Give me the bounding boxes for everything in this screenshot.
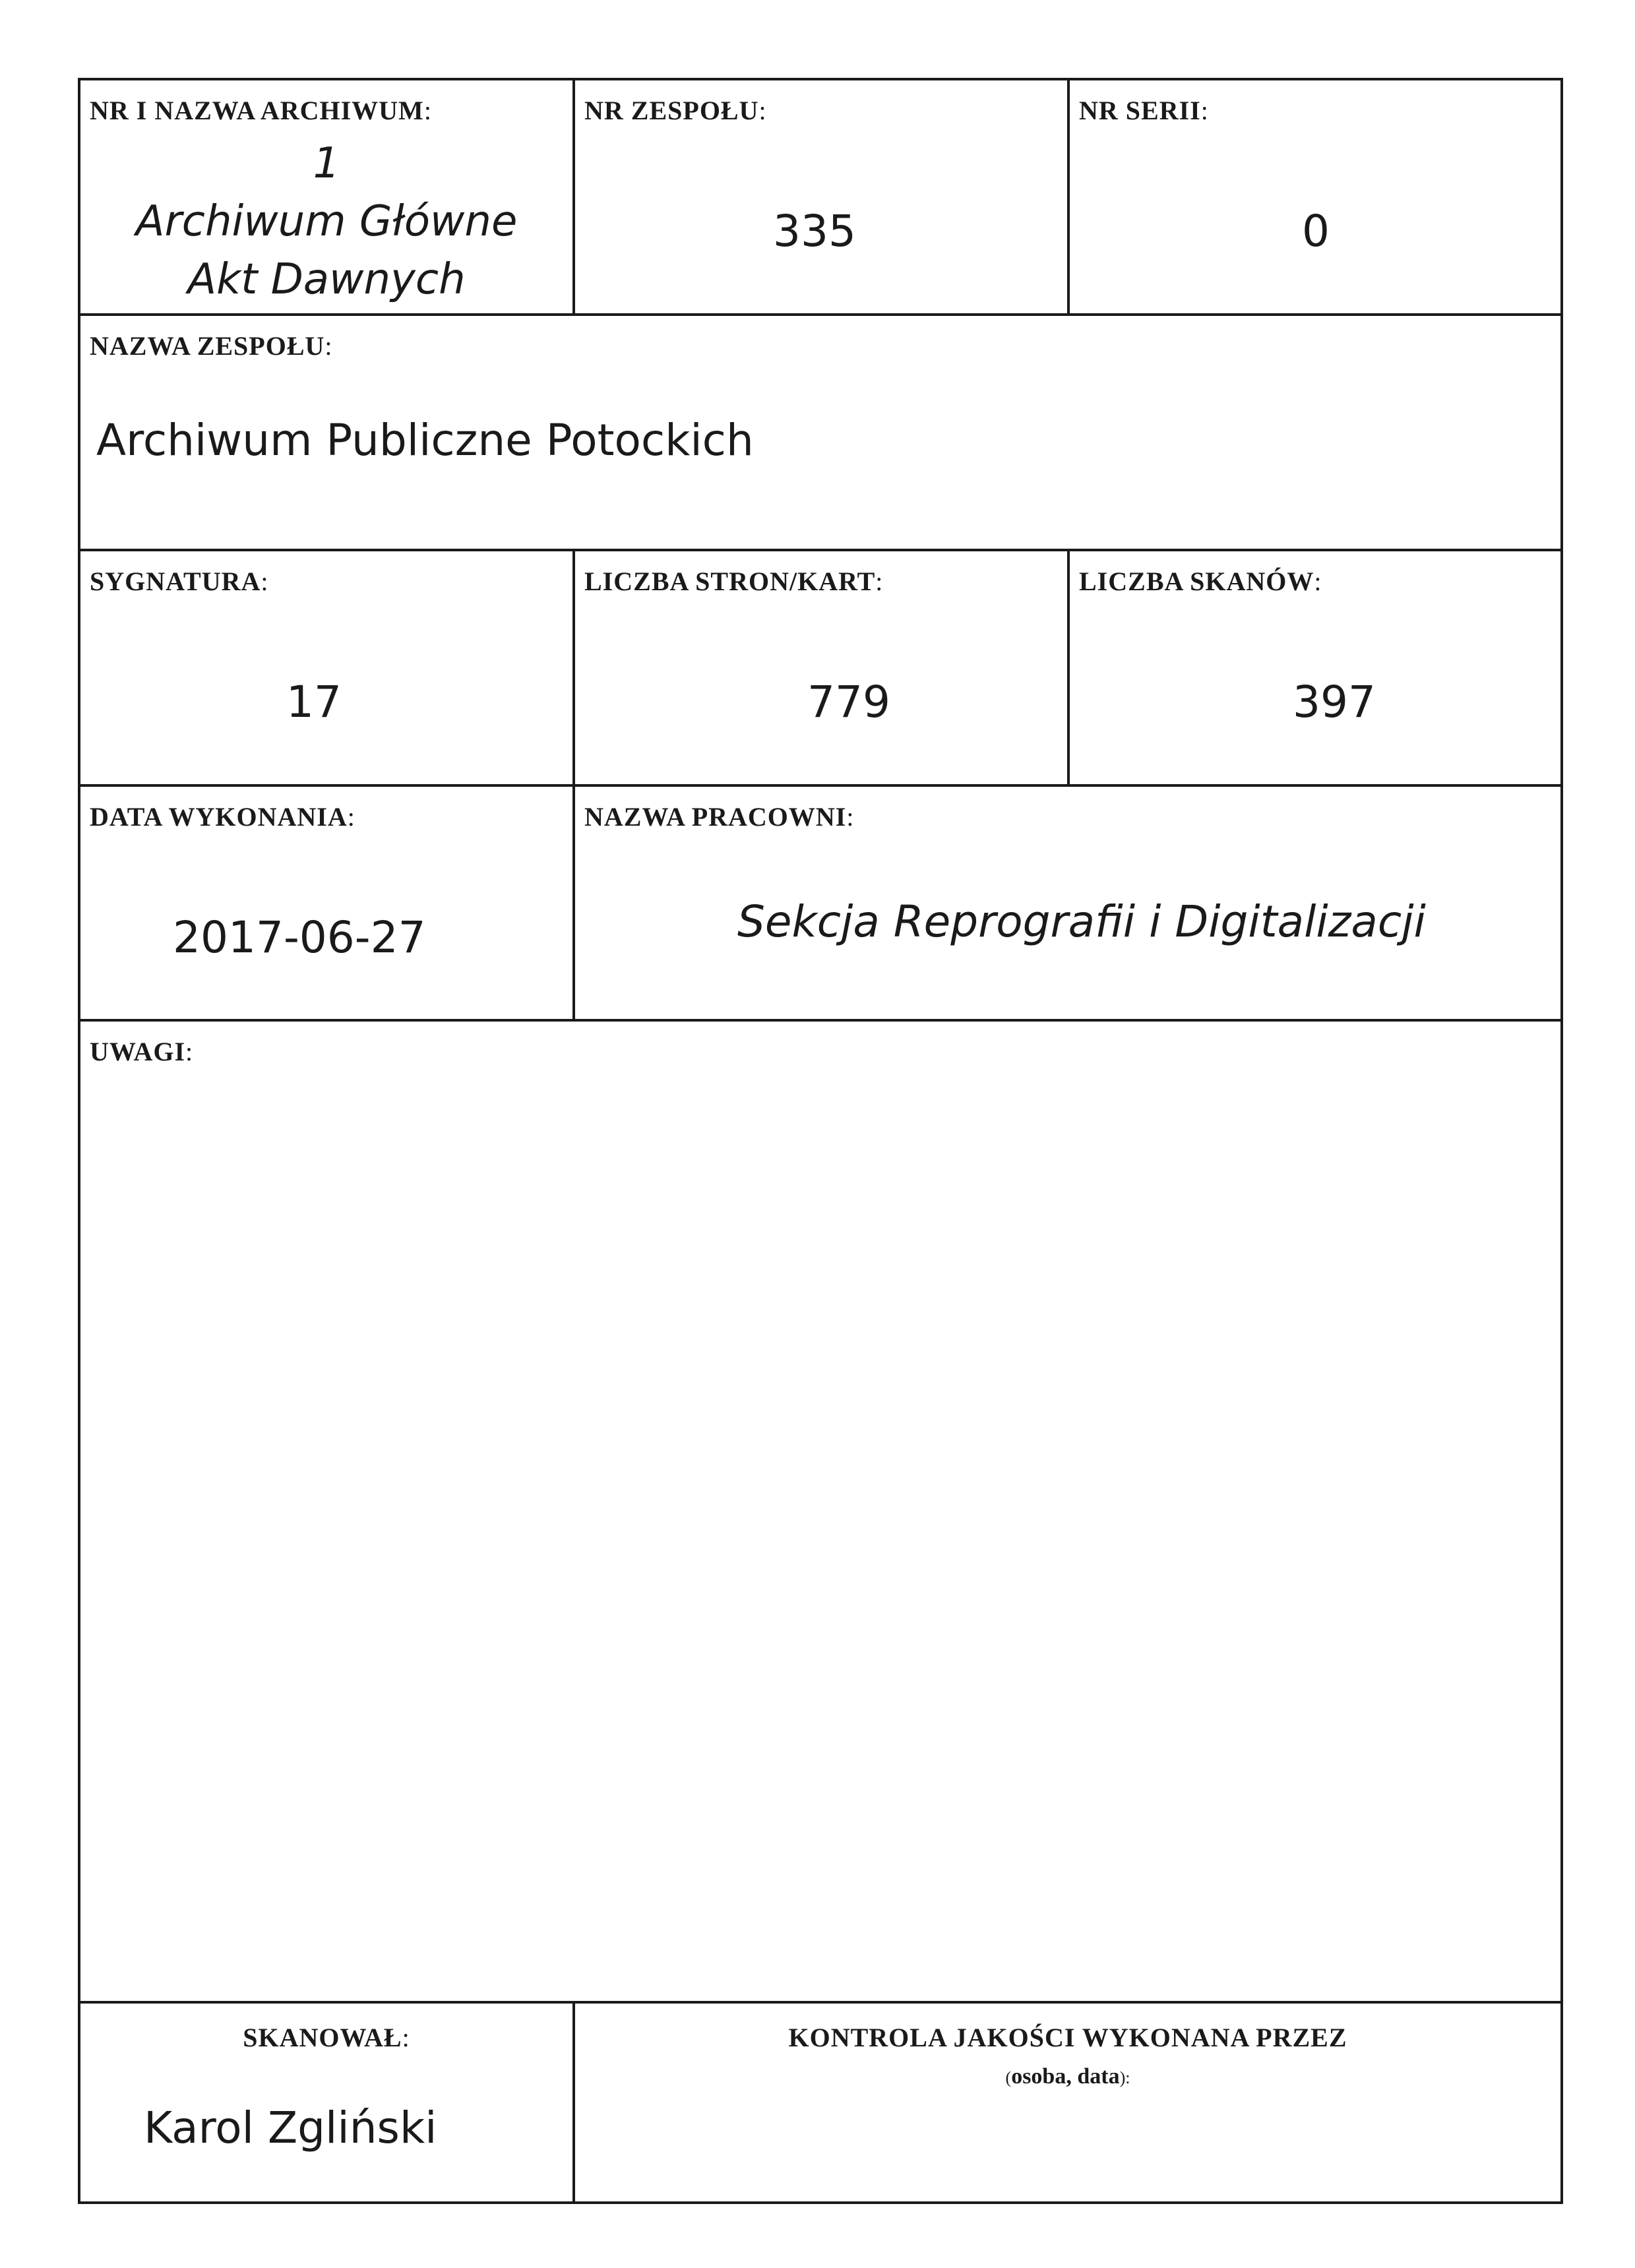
scans-cell	[1070, 551, 1560, 787]
workshop-value: Sekcja Reprografii i Digitalizacji	[737, 896, 1426, 947]
scans-value: 397	[1293, 677, 1376, 727]
archive-number: 1	[313, 139, 340, 188]
fonds-name-value: Archiwum Publiczne Potockich	[96, 415, 754, 466]
date-value: 2017-06-27	[173, 912, 426, 963]
signature-label: SYGNATURA:	[90, 567, 269, 596]
date-label: DATA WYKONANIA:	[90, 802, 355, 832]
fonds-number-label: NR ZESPOŁU:	[584, 96, 767, 125]
archive-cell	[80, 80, 575, 316]
scanned-by-cell	[80, 2004, 575, 2201]
quality-cell	[575, 2004, 1560, 2201]
metadata-form	[78, 78, 1563, 2204]
fonds-name-cell	[80, 316, 1560, 551]
scanned-by-label: SKANOWAŁ:	[243, 2023, 410, 2052]
quality-label: KONTROLA JAKOŚCI WYKONANA PRZEZ	[788, 2023, 1347, 2052]
signature-value: 17	[286, 677, 342, 727]
scanned-by-value: Karol Zgliński	[144, 2102, 437, 2153]
fonds-name-label: NAZWA ZESPOŁU:	[90, 331, 333, 361]
quality-sub-label: (osoba, data):	[1005, 2064, 1130, 2089]
pages-label: LICZBA STRON/KART:	[584, 567, 884, 596]
notes-cell	[80, 1022, 1560, 2004]
pages-value: 779	[807, 677, 890, 727]
fonds-number-cell	[575, 80, 1070, 316]
series-value: 0	[1302, 206, 1330, 257]
scans-label: LICZBA SKANÓW:	[1079, 567, 1322, 596]
workshop-label: NAZWA PRACOWNI:	[584, 802, 855, 832]
archive-label: NR I NAZWA ARCHIWUM:	[90, 96, 432, 125]
archive-name-line2: Akt Dawnych	[187, 255, 466, 304]
fonds-number-value: 335	[773, 206, 856, 257]
pages-cell	[575, 551, 1070, 787]
series-cell	[1070, 80, 1560, 316]
archive-name	[80, 135, 572, 309]
signature-cell	[80, 551, 575, 787]
notes-label: UWAGI:	[90, 1037, 194, 1066]
archive-name-line1: Archiwum Główne	[135, 197, 518, 246]
date-cell	[80, 787, 575, 1022]
series-label: NR SERII:	[1079, 96, 1209, 125]
workshop-cell	[575, 787, 1560, 1022]
